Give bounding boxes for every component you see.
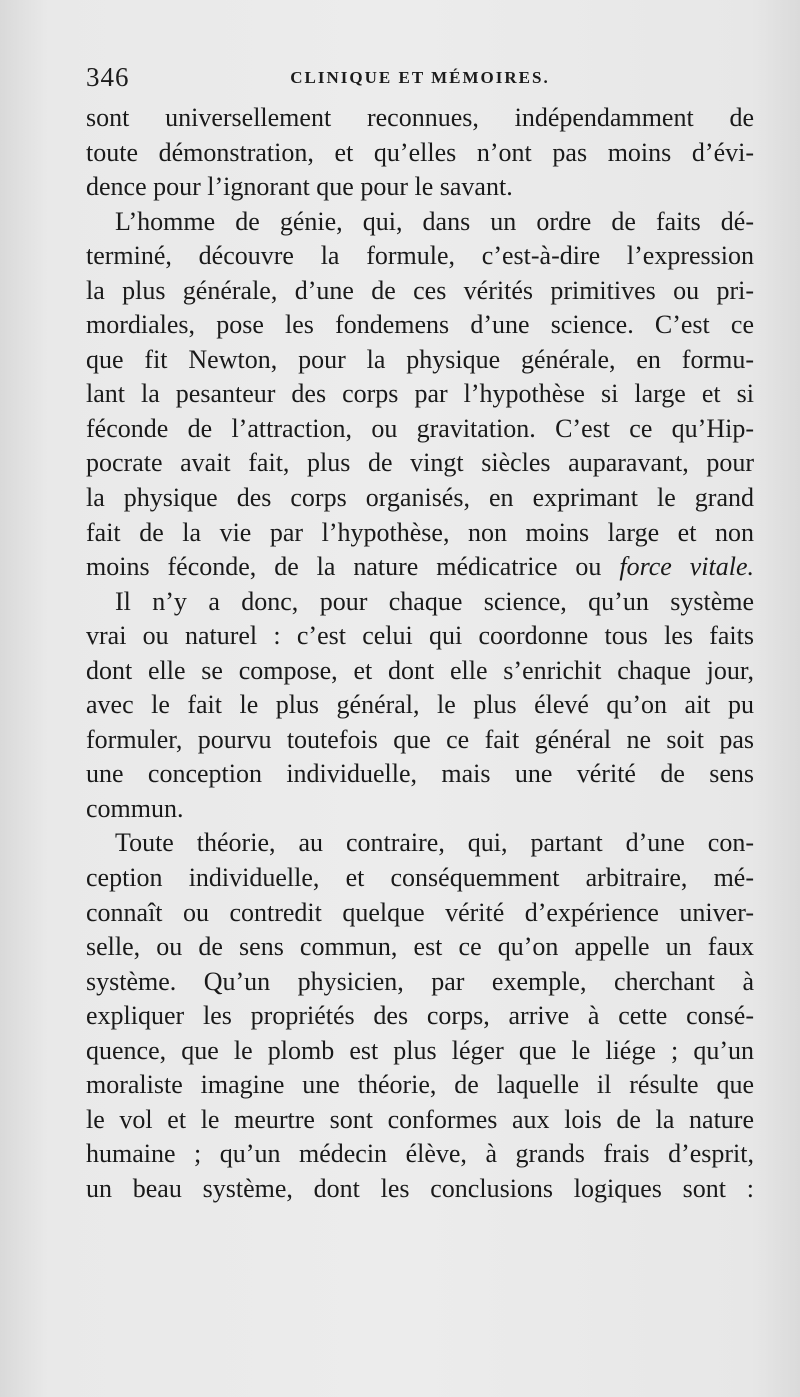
text-line: toute démonstration, et qu’elles n’ont pas moins d’évi- <box>86 137 754 167</box>
text-line: terminé, découvre la formule, c’est-à-dire l’expression <box>86 241 754 271</box>
text-line: pocrate avait fait, plus de vingt siècles auparavant, pour <box>86 448 754 478</box>
text-line: une conception individuelle, mais une vérité de sens <box>86 759 754 789</box>
text-line: ception individuelle, et conséquemment arbitraire, mé- <box>86 863 754 893</box>
text-line: fait de la vie par l’hypothèse, non moins large et non <box>86 517 754 547</box>
text-line: lant la pesanteur des corps par l’hypothèse si large et si <box>86 379 754 409</box>
text-line: le vol et le meurtre sont conformes aux lois de la nature <box>86 1104 754 1134</box>
text-line: vrai ou naturel : c’est celui qui coordonne tous les faits <box>86 621 754 651</box>
text-line <box>86 550 754 585</box>
text-line: expliquer les propriétés des corps, arrive à cette consé- <box>86 1001 754 1031</box>
text-line: avec le fait le plus général, le plus élevé qu’on ait pu <box>86 690 754 720</box>
text-line: humaine ; qu’un médecin élève, à grands frais d’esprit, <box>86 1139 754 1169</box>
text-line: L’homme de génie, qui, dans un ordre de faits dé- <box>115 206 754 236</box>
emphasized-phrase: force vitale. <box>619 552 754 582</box>
text-line: Toute théorie, au contraire, qui, partant d’une con- <box>115 828 754 858</box>
text-line: mordiales, pose les fondemens d’une science. C’est ce <box>86 310 754 340</box>
text-line: quence, que le plomb est plus léger que le liége ; qu’un <box>86 1035 754 1065</box>
text-line: dont elle se compose, et dont elle s’enrichit chaque jour, <box>86 655 754 685</box>
text-line: féconde de l’attraction, ou gravitation. C’est ce qu’Hip- <box>86 413 754 443</box>
text-line: un beau système, dont les conclusions logiques sont : <box>86 1173 754 1203</box>
text-line: selle, ou de sens commun, est ce qu’on appelle un faux <box>86 932 754 962</box>
text-line: que fit Newton, pour la physique générale, en formu- <box>86 344 754 374</box>
text-line: formuler, pourvu toutefois que ce fait général ne soit pas <box>86 724 754 754</box>
text-line: système. Qu’un physicien, par exemple, cherchant à <box>86 966 754 996</box>
text-line: sont universellement reconnues, indépendamment de <box>86 103 754 132</box>
page-header <box>86 62 754 92</box>
text-line: la plus générale, d’une de ces vérités primitives ou pri- <box>86 275 754 305</box>
body-text <box>86 101 754 1207</box>
text-line: la physique des corps organisés, en exprimant le grand <box>86 483 754 513</box>
text-line: Il n’y a donc, pour chaque science, qu’un système <box>115 586 754 616</box>
page-number: 346 <box>86 62 130 92</box>
running-title: CLINIQUE ET MÉMOIRES. <box>290 68 550 87</box>
text-line: dence pour l’ignorant que pour le savant. <box>86 172 513 202</box>
text-line: moraliste imagine une théorie, de laquelle il résulte que <box>86 1070 754 1100</box>
text-line: commun. <box>86 793 184 823</box>
text-line: connaît ou contredit quelque vérité d’expérience univer- <box>86 897 754 927</box>
text-line-segment: moins féconde, de la nature médicatrice ou <box>86 552 602 582</box>
